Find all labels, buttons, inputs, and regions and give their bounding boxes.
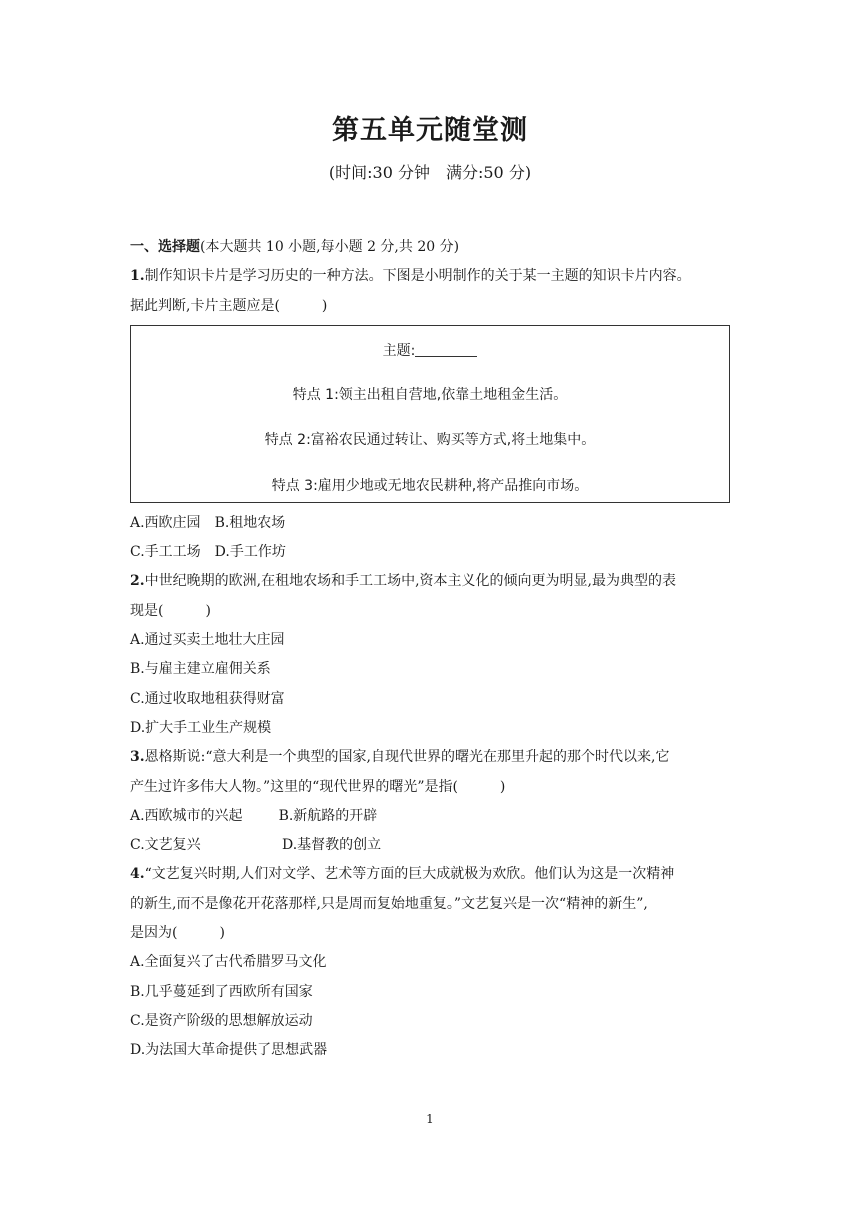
question-3-stem-line-2: 产生过许多伟大人物。”这里的“现代世界的曙光”是指( ) <box>130 778 506 795</box>
question-4-stem-line-3: 是因为( ) <box>130 925 225 942</box>
option-a[interactable]: A.西欧城市的兴起 <box>130 807 243 824</box>
question-4-stem-line-2: 的新生,而不是像花开花落那样,只是周而复始地重复。”文艺复兴是一次“精神的新生”, <box>130 895 648 912</box>
page-title: 第五单元随堂测 <box>332 115 528 146</box>
option-c[interactable]: C.通过收取地租获得财富 <box>130 690 285 707</box>
question-4-stem-line-1 <box>130 860 730 889</box>
question-number: 3. <box>130 749 145 766</box>
section-heading <box>130 233 730 262</box>
question-stem-text: 恩格斯说:“意大利是一个典型的国家,自现代世界的曙光在那里升起的那个时代以来,它 <box>144 749 670 766</box>
option-a[interactable]: A.全面复兴了古代希腊罗马文化 <box>130 954 327 971</box>
option-a[interactable]: A.西欧庄园 <box>130 514 201 531</box>
question-1-stem-line-2: 据此判断,卡片主题应是( ) <box>130 297 328 314</box>
question-2 <box>130 567 730 743</box>
option-c[interactable]: C.文艺复兴 <box>130 837 201 854</box>
option-c[interactable]: C.手工工场 <box>130 544 201 561</box>
question-number: 4. <box>130 866 145 883</box>
card-topic <box>131 340 729 360</box>
question-4 <box>130 860 730 1065</box>
question-1-stem-line-1 <box>130 262 730 291</box>
question-1-options-row-2 <box>130 538 730 567</box>
card-topic-label: 主题: <box>382 342 416 359</box>
section-title: 一、选择题 <box>130 239 200 255</box>
option-b[interactable]: B.新航路的开辟 <box>278 807 378 824</box>
section-note: (本大题共 10 小题,每小题 2 分,共 20 分) <box>200 239 460 255</box>
option-d[interactable]: D.基督教的创立 <box>282 837 382 854</box>
page-subtitle: (时间:30 分钟 满分:50 分) <box>328 163 532 182</box>
option-d[interactable]: D.为法国大革命提供了思想武器 <box>130 1042 328 1059</box>
option-b[interactable]: B.与雇主建立雇佣关系 <box>130 661 271 678</box>
card-feature-1: 特点 1:领主出租自营地,依靠土地租金生活。 <box>292 386 568 403</box>
card-feature-2: 特点 2:富裕农民通过转让、购买等方式,将土地集中。 <box>264 431 596 448</box>
card-feature-3: 特点 3:雇用少地或无地农民耕种,将产品推向市场。 <box>271 477 589 494</box>
question-2-stem-line-1 <box>130 567 730 596</box>
question-1 <box>130 262 730 567</box>
answer-blank <box>415 344 477 357</box>
question-1-options-row-1 <box>130 509 730 538</box>
question-stem-text: 制作知识卡片是学习历史的一种方法。下图是小明制作的关于某一主题的知识卡片内容。 <box>144 268 691 285</box>
question-stem-text: 中世纪晚期的欧洲,在租地农场和手工工场中,资本主义化的倾向更为明显,最为典型的表 <box>144 573 676 590</box>
question-content <box>130 233 730 1066</box>
question-3 <box>130 743 730 860</box>
question-3-stem-line-1 <box>130 743 730 772</box>
option-b[interactable]: B.几乎蔓延到了西欧所有国家 <box>130 983 313 1000</box>
question-number: 1. <box>130 268 145 285</box>
page-number: 1 <box>426 1112 434 1126</box>
question-2-stem-line-2: 现是( ) <box>130 602 211 619</box>
knowledge-card <box>130 325 730 503</box>
question-3-options-row-1 <box>130 802 730 831</box>
question-3-options-row-2 <box>130 831 730 860</box>
question-stem-text: “文艺复兴时期,人们对文学、艺术等方面的巨大成就极为欢欣。他们认为这是一次精神 <box>144 866 675 883</box>
option-d[interactable]: D.手工作坊 <box>214 544 286 561</box>
option-a[interactable]: A.通过买卖土地壮大庄园 <box>130 632 285 649</box>
option-c[interactable]: C.是资产阶级的思想解放运动 <box>130 1012 313 1029</box>
option-b[interactable]: B.租地农场 <box>214 514 286 531</box>
option-d[interactable]: D.扩大手工业生产规模 <box>130 719 272 736</box>
question-number: 2. <box>130 573 145 590</box>
